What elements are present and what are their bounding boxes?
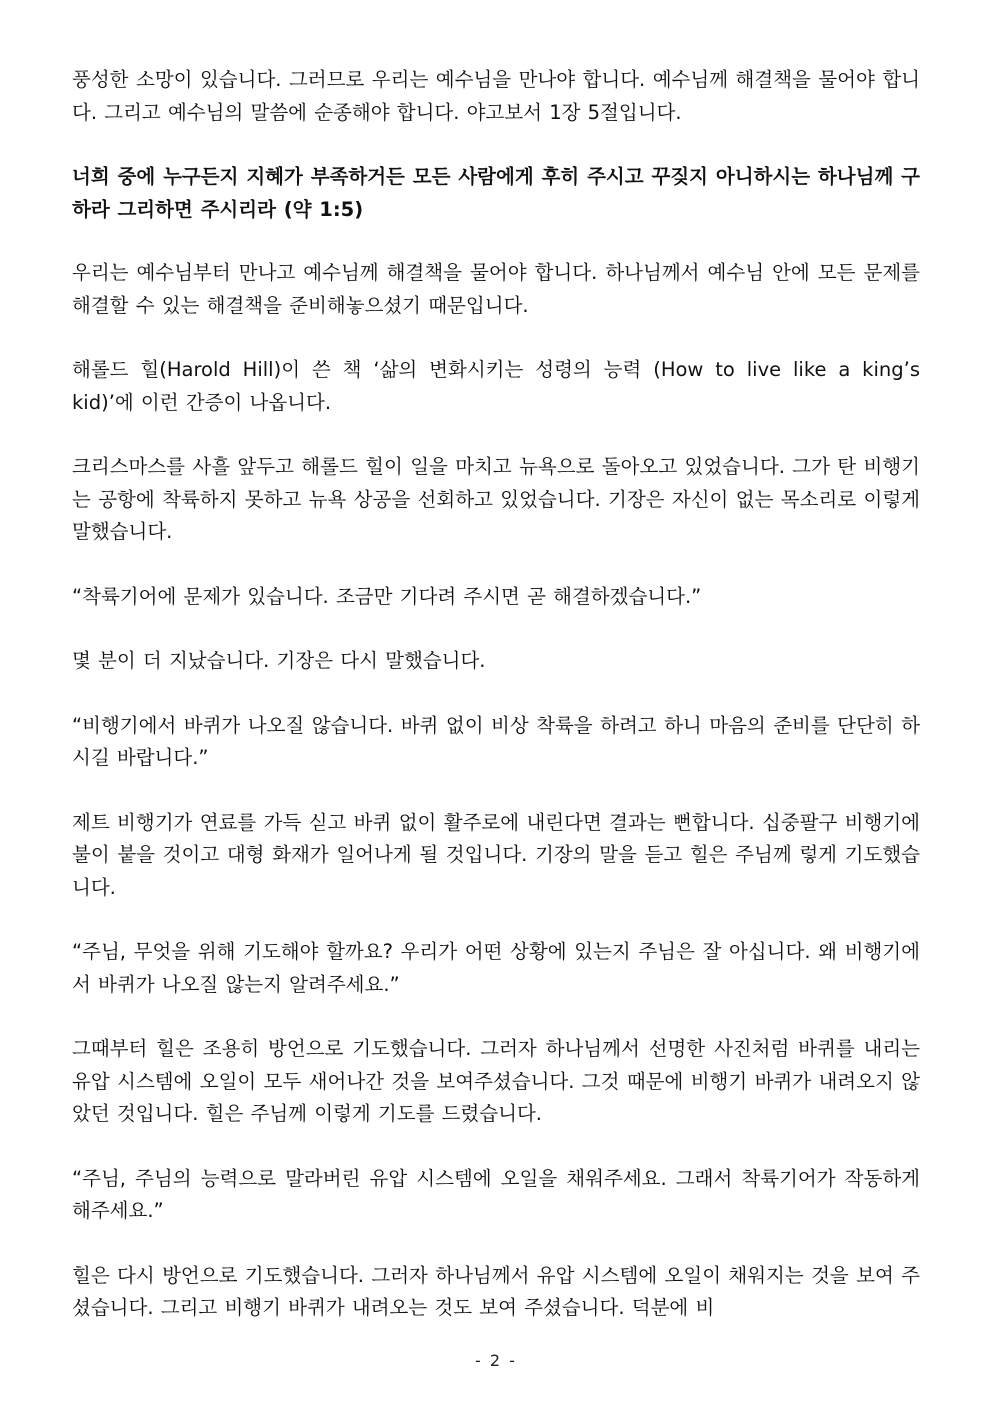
paragraph-7-quote: “비행기에서 바퀴가 나오질 않습니다. 바퀴 없이 비상 착륙을 하려고 하니 마음의 준비를 단단히 하시길 바랍니다.” xyxy=(72,713,920,769)
paragraph-3: 해롤드 힐(Harold Hill)이 쓴 책 ‘삶의 변화시키는 성령의 능력 (How to live like a king’s kid)’에 이런 간증이 나옵니다. xyxy=(72,358,920,414)
paragraph-8: 제트 비행기가 연료를 가득 싣고 바퀴 없이 활주로에 내린다면 결과는 뻔합니다. 십중팔구 비행기에 불이 붙을 것이고 대형 화재가 일어나게 될 것입니다. 기장의 말을 듣고 힐은 주님께 렇게 기도했습니다. xyxy=(72,810,920,899)
paragraph-6: 몇 분이 더 지났습니다. 기장은 다시 말했습니다. xyxy=(72,649,486,672)
paragraph-9-quote: “주님, 무엇을 위해 기도해야 할까요? 우리가 어떤 상황에 있는지 주님은 잘 아십니다. 왜 비행기에서 바퀴가 나오질 않는지 알려주세요.” xyxy=(72,940,920,996)
paragraph-5-quote: “착륙기어에 문제가 있습니다. 조금만 기다려 주시면 곧 해결하겠습니다.” xyxy=(72,584,702,608)
paragraph-12: 힐은 다시 방언으로 기도했습니다. 그러자 하나님께서 유압 시스템에 오일이 채워지는 것을 보여 주셨습니다. 그리고 비행기 바퀴가 내려오는 것도 보여 주셨습니다. 덕분에 비 xyxy=(72,1263,920,1319)
paragraph-1: 풍성한 소망이 있습니다. 그러므로 우리는 예수님을 만나야 합니다. 예수님께 해결책을 물어야 합니다. 그리고 예수님의 말씀에 순종해야 합니다. 야고보서 1장 5절입니다. xyxy=(72,68,920,124)
paragraph-4: 크리스마스를 사흘 앞두고 해롤드 힐이 일을 마치고 뉴욕으로 돌아오고 있었습니다. 그가 탄 비행기는 공항에 착륙하지 못하고 뉴욕 상공을 선회하고 있었습니다. 기장은 자신이 없는 목소리로 이렇게 말했습니다. xyxy=(72,455,920,543)
document-body xyxy=(72,64,920,1357)
scripture-verse: 너희 중에 누구든지 지혜가 부족하거든 모든 사람에게 후히 주시고 꾸짖지 아니하시는 하나님께 구하라 그리하면 주시리라 (약 1:5) xyxy=(72,165,920,221)
paragraph-10: 그때부터 힐은 조용히 방언으로 기도했습니다. 그러자 하나님께서 선명한 사진처럼 바퀴를 내리는 유압 시스템에 오일이 모두 새어나간 것을 보여주셨습니다. 그것 때문에 비행기 바퀴가 내려오지 않았던 것입니다. 힐은 주님께 이렇게 기도를 드렸습니다. xyxy=(72,1037,920,1125)
page-number: - 2 - xyxy=(475,1351,517,1370)
paragraph-11-quote: “주님, 주님의 능력으로 말라버린 유압 시스템에 오일을 채워주세요. 그래서 착륙기어가 작동하게 해주세요.” xyxy=(72,1166,920,1222)
paragraph-2: 우리는 예수님부터 만나고 예수님께 해결책을 물어야 합니다. 하나님께서 예수님 안에 모든 문제를 해결할 수 있는 해결책을 준비해놓으셨기 때문입니다. xyxy=(72,261,920,317)
